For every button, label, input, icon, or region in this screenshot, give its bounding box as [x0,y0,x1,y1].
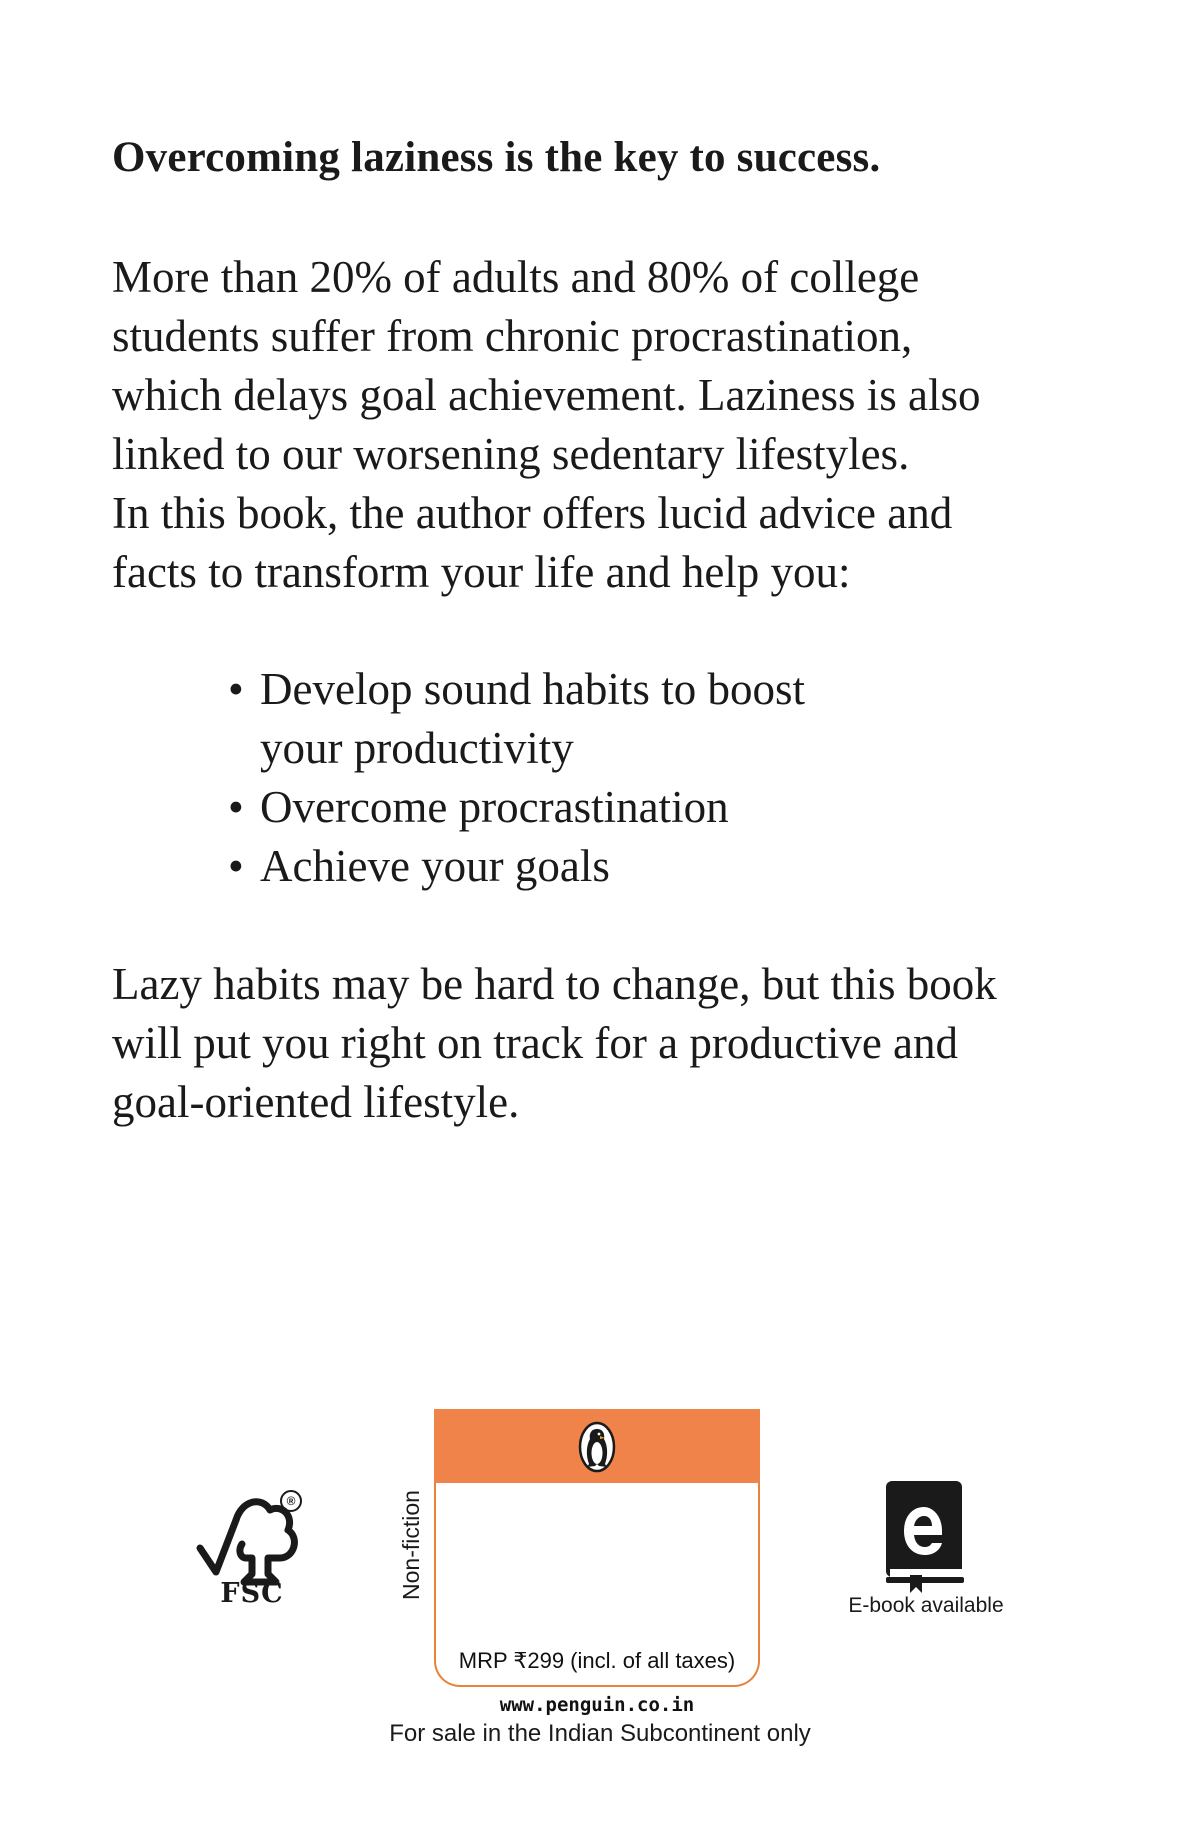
ebook-label: E-book available [848,1594,1004,1617]
intro-line: More than 20% of adults and 80% of college [112,252,920,302]
intro-line: which delays goal achievement. Laziness is also [112,370,981,420]
intro-line: facts to transform your life and help you: [112,547,851,597]
intro-paragraph [112,248,1122,602]
closing-line: Lazy habits may be hard to change, but this book [112,959,997,1009]
closing-paragraph [112,955,1122,1132]
sale-notice: For sale in the Indian Subcontinent only [389,1720,811,1747]
list-item [228,837,805,896]
price-label: MRP ₹299 (incl. of all taxes) [458,1648,736,1673]
list-item [228,778,805,837]
benefits-list [228,660,805,896]
registered-mark: ® [280,1490,302,1512]
closing-line: goal-oriented lifestyle. [112,1077,520,1127]
intro-line: In this book, the author offers lucid advice and [112,488,953,538]
intro-line: students suffer from chronic procrastination, [112,311,913,361]
list-item-line: Overcome procrastination [260,782,729,832]
fsc-label: FSC [220,1578,284,1609]
penguin-icon [577,1420,617,1474]
list-item-line: Develop sound habits to boost [260,664,805,714]
bullet-marker: • [228,782,244,832]
bullet-marker: • [228,664,244,714]
website-link: www.penguin.co.in [499,1694,695,1716]
ebook-icon [884,1479,966,1595]
list-item-line: Achieve your goals [260,841,610,891]
list-item-line: your productivity [260,723,574,773]
intro-line: linked to our worsening sedentary lifestyles. [112,429,910,479]
closing-line: will put you right on track for a productive and [112,1018,959,1068]
tagline: Overcoming laziness is the key to success. [112,134,881,181]
genre-label: Non-fiction [398,1490,424,1600]
bullet-marker: • [228,841,244,891]
list-item [228,660,805,778]
